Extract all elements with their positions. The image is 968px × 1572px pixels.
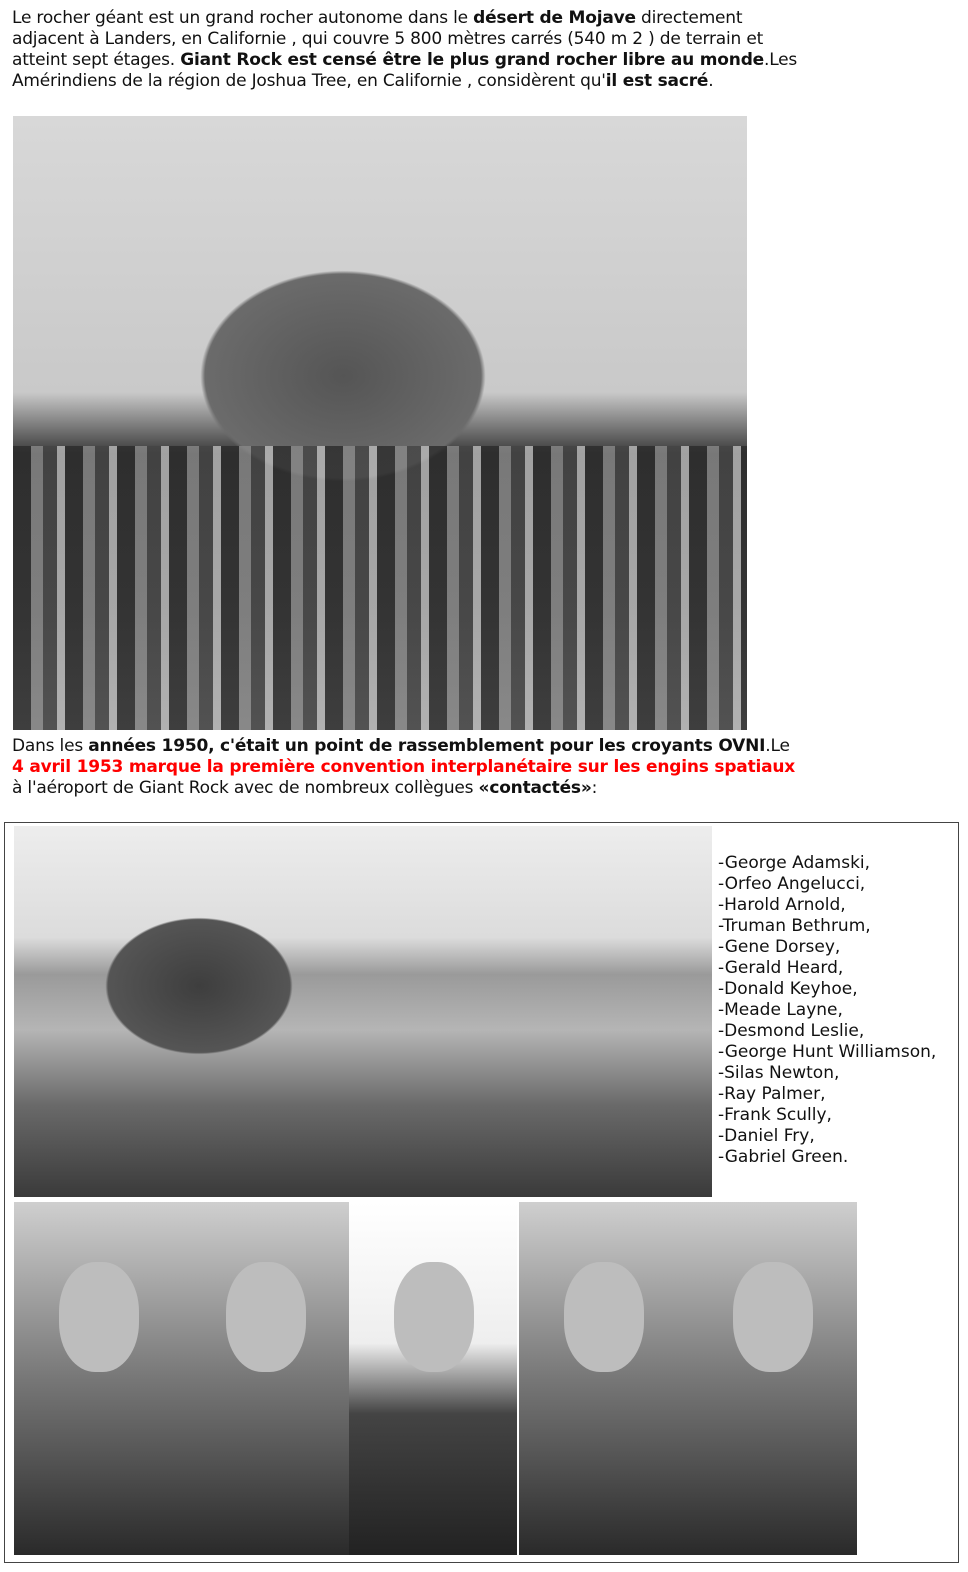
contactee-name: -Silas Newton, — [718, 1063, 840, 1083]
portrait-photo — [349, 1202, 517, 1555]
contactee-name: -Donald Keyhoe, — [718, 979, 858, 999]
face — [59, 1262, 139, 1372]
contactee-name: -Gerald Heard, — [718, 958, 844, 978]
convention-paragraph — [12, 736, 802, 799]
text: Le rocher géant est un grand rocher autonome dans le — [12, 8, 474, 28]
bold-text: désert de Mojave — [473, 8, 636, 28]
highlight-text: 4 avril 1953 marque la première convention interplanétaire sur les engins spatiaux — [12, 757, 796, 777]
contactee-name: -Truman Bethrum, — [718, 916, 871, 936]
contactee-name: -Gabriel Green. — [718, 1147, 849, 1167]
text: Dans les — [12, 736, 89, 756]
text: : — [591, 778, 598, 798]
face — [564, 1262, 644, 1372]
face — [226, 1262, 306, 1372]
face — [394, 1262, 474, 1372]
text: à l'aéroport de Giant Rock avec de nombreux collègues — [12, 778, 479, 798]
contactee-name: -Orfeo Angelucci, — [718, 874, 866, 894]
contactees-box — [4, 822, 959, 1563]
contactees-list — [718, 853, 936, 1168]
bold-text: années 1950, c'était un point de rassemblement pour les croyants OVNI — [88, 736, 766, 756]
text: directement adjacent à Landers, en Californie , qui couvre 5 800 mètres carrés (540 m 2 ) de terrain et atteint sept étages. — [12, 8, 764, 70]
contactee-name: -Daniel Fry, — [718, 1126, 815, 1146]
portrait-photo — [688, 1202, 857, 1555]
giant-rock-crowd-photo — [13, 116, 747, 730]
bold-text: «contactés» — [478, 778, 592, 798]
contactee-name: -Frank Scully, — [718, 1105, 832, 1125]
bold-text: Giant Rock est censé être le plus grand rocher libre au monde — [180, 50, 764, 70]
text: .Le — [765, 736, 790, 756]
contactee-name: -George Hunt Williamson, — [718, 1042, 937, 1062]
text: . — [708, 71, 714, 91]
text: .Les Amérindiens de la région de Joshua Tree, en Californie , considèrent qu' — [12, 50, 798, 91]
contactee-name: -Gene Dorsey, — [718, 937, 841, 957]
contactee-name: -Meade Layne, — [718, 1000, 843, 1020]
crowd — [13, 446, 747, 730]
portrait-photo — [181, 1202, 349, 1555]
giant-rock-aerial-photo — [14, 826, 712, 1197]
contactee-name: -George Adamski, — [718, 853, 871, 873]
contactee-name: -Ray Palmer, — [718, 1084, 826, 1104]
portrait-photo — [14, 1202, 182, 1555]
contactee-name: -Harold Arnold, — [718, 895, 846, 915]
intro-paragraph — [12, 8, 802, 92]
face — [733, 1262, 813, 1372]
portrait-photo — [519, 1202, 688, 1555]
bold-text: il est sacré — [605, 71, 709, 91]
contactee-name: -Desmond Leslie, — [718, 1021, 865, 1041]
